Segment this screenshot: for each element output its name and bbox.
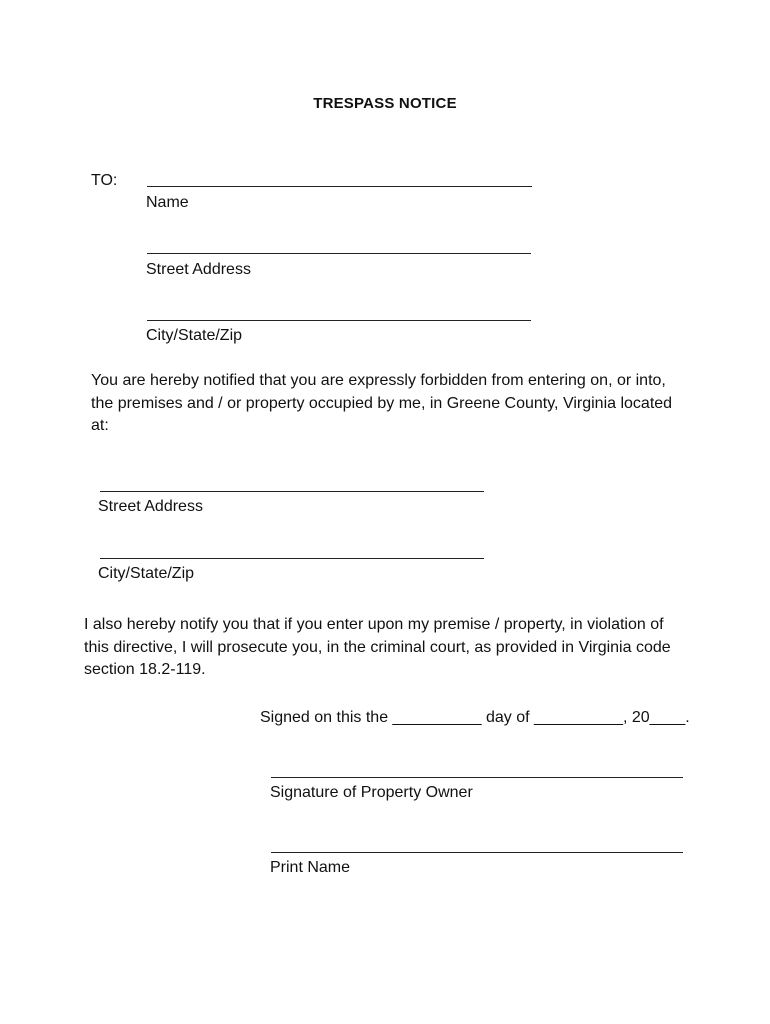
property-city-label: City/State/Zip (98, 565, 195, 582)
recipient-street-label: Street Address (146, 261, 251, 278)
property-street-line[interactable] (100, 491, 484, 492)
to-label: TO: (91, 172, 118, 189)
print-name-line[interactable] (271, 852, 683, 853)
property-city-line[interactable] (100, 558, 484, 559)
recipient-city-line[interactable] (147, 320, 531, 321)
prosecution-paragraph: I also hereby notify you that if you enter upon my premise / property, in violation of this directive, I will prosecute you, in the criminal court, as provided in Virginia code section 18.2-119. (84, 616, 671, 678)
recipient-city-label: City/State/Zip (146, 327, 243, 344)
signature-line[interactable] (271, 777, 683, 778)
recipient-street-line[interactable] (147, 253, 531, 254)
signature-label: Signature of Property Owner (270, 784, 473, 801)
notice-paragraph: You are hereby notified that you are expressly forbidden from entering on, or into, the premises and / or property occupied by me, in Greene County, Virginia located at: (91, 372, 673, 434)
print-name-label: Print Name (270, 859, 351, 876)
recipient-name-label: Name (146, 194, 189, 211)
property-street-label: Street Address (98, 498, 203, 515)
signed-date-line: Signed on this the __________ day of __________, 20____. (260, 709, 690, 726)
recipient-name-line[interactable] (147, 186, 532, 187)
document-title: TRESPASS NOTICE (313, 95, 457, 112)
